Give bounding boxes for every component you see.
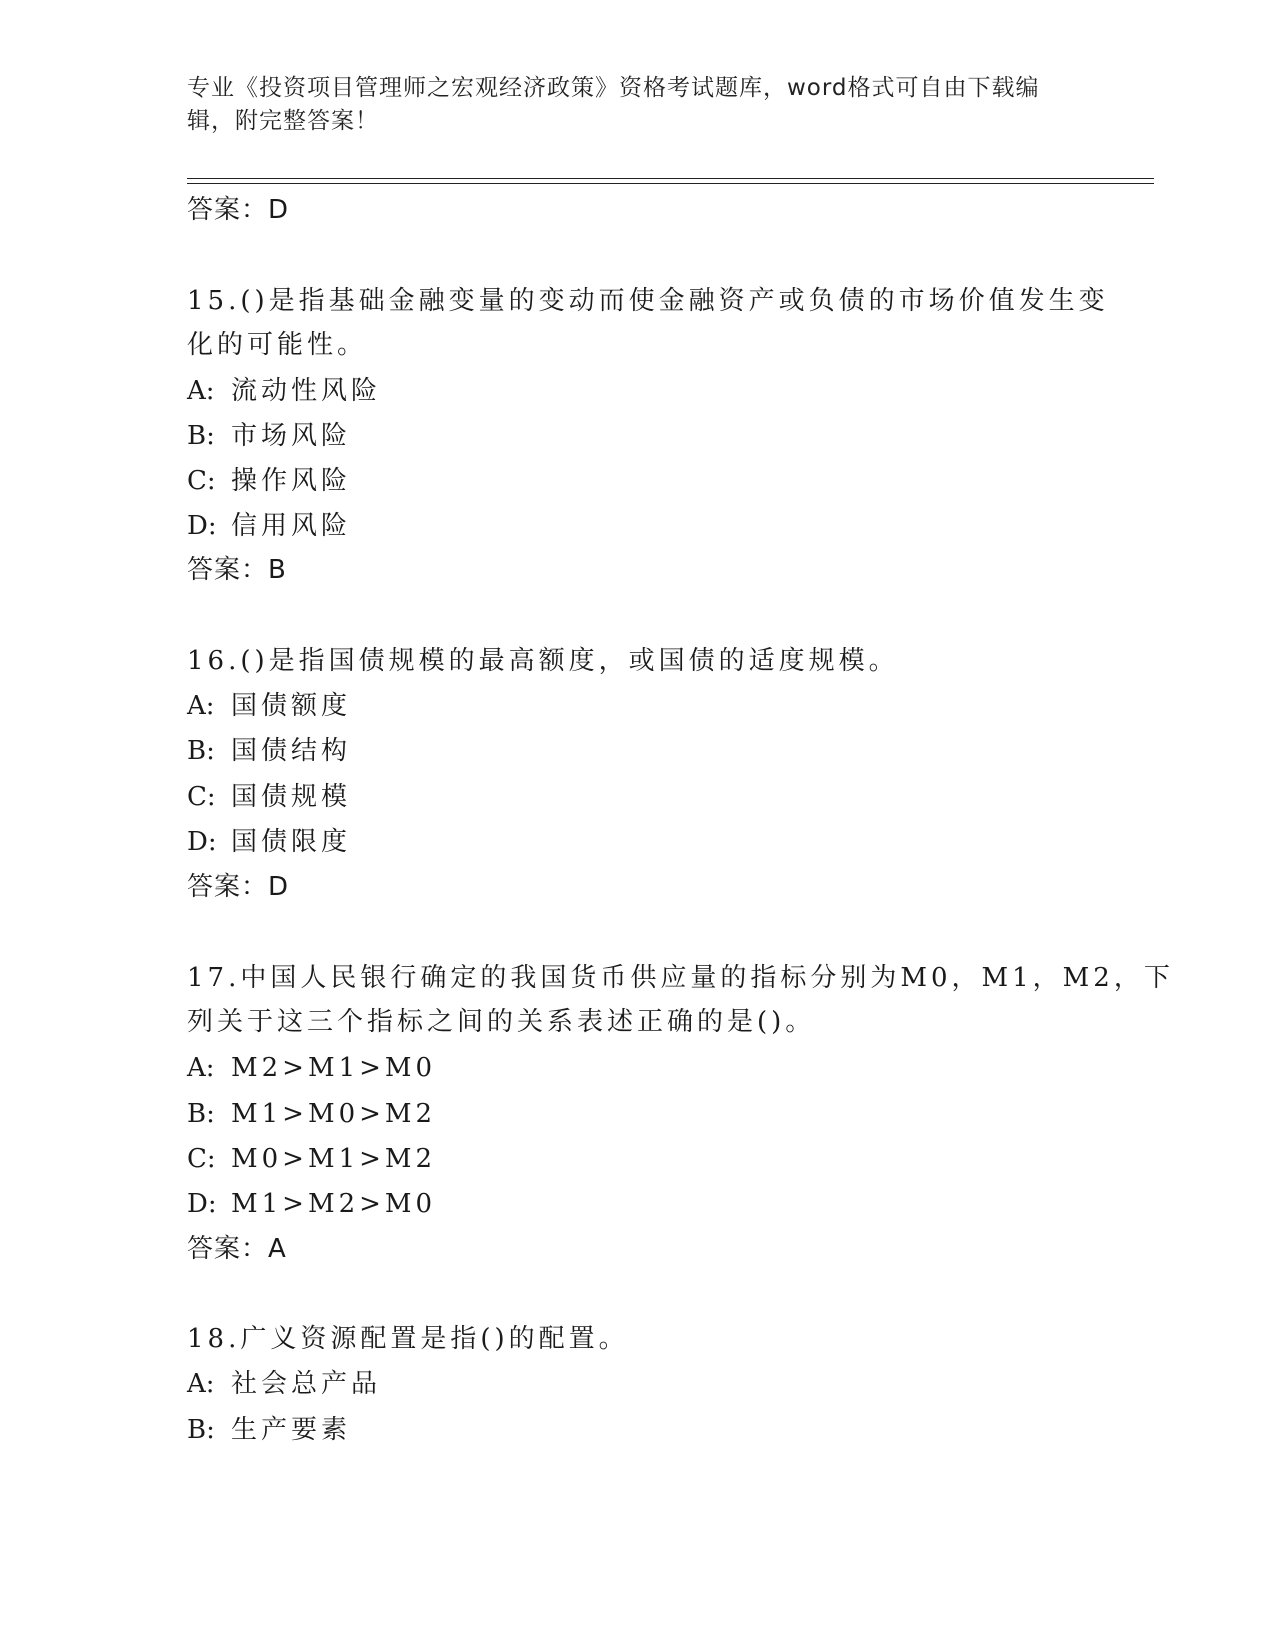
question-15-option-d: [187, 509, 351, 543]
option-letter: A:: [187, 691, 215, 721]
option-text: 市场风险: [231, 421, 352, 451]
option-letter: B:: [187, 421, 215, 451]
option-letter: C:: [187, 466, 216, 496]
option-letter: C:: [187, 1144, 216, 1174]
option-text: M1>M2>M0: [231, 1189, 437, 1219]
option-text: 国债额度: [231, 691, 352, 721]
question-15-option-b: [187, 419, 351, 453]
option-text: 流动性风险: [231, 376, 382, 406]
option-letter: C:: [187, 782, 216, 812]
question-17-option-a: [187, 1051, 436, 1085]
option-letter: A:: [187, 1053, 215, 1083]
document-header: 专业《投资项目管理师之宏观经济政策》资格考试题库，word格式可自由下载编辑，附完整答案！: [187, 75, 1040, 134]
option-letter: D:: [187, 1189, 217, 1219]
question-18-option-b: [187, 1413, 351, 1447]
question-17-option-d: [187, 1187, 436, 1221]
answer-q17: 答案：A: [187, 1234, 287, 1264]
question-17-option-c: [187, 1142, 436, 1176]
option-letter: D:: [187, 827, 217, 857]
question-16-line-1: 16.()是指国债规模的最高额度，或国债的适度规模。: [187, 646, 899, 676]
option-letter: B:: [187, 736, 215, 766]
option-text: 生产要素: [231, 1415, 352, 1445]
answer-q16: 答案：D: [187, 872, 290, 902]
option-text: 社会总产品: [231, 1369, 382, 1399]
option-text: M1>M0>M2: [231, 1099, 437, 1129]
option-text: 操作风险: [231, 466, 352, 496]
option-letter: D:: [187, 511, 217, 541]
option-letter: B:: [187, 1099, 215, 1129]
question-17-option-b: [187, 1097, 436, 1131]
option-text: 信用风险: [231, 511, 352, 541]
question-16-option-c: [187, 780, 351, 814]
question-15-option-c: [187, 464, 351, 498]
option-letter: B:: [187, 1415, 215, 1445]
question-16-option-d: [187, 825, 351, 859]
answer-q14: 答案：D: [187, 195, 290, 225]
question-18-option-a: [187, 1367, 381, 1401]
answer-q15: 答案：B: [187, 555, 287, 585]
question-17-line-2: 列关于这三个指标之间的关系表述正确的是()。: [187, 1007, 816, 1037]
question-15-option-a: [187, 374, 381, 408]
option-letter: A:: [187, 376, 215, 406]
option-text: 国债限度: [231, 827, 352, 857]
question-16-option-b: [187, 734, 351, 768]
option-text: 国债结构: [231, 736, 352, 766]
question-15-line-2: 化的可能性。: [187, 330, 368, 360]
question-16-option-a: [187, 689, 351, 723]
option-text: 国债规模: [231, 782, 352, 812]
option-text: M2>M1>M0: [231, 1053, 437, 1083]
option-text: M0>M1>M2: [231, 1144, 437, 1174]
question-17-line-1: 17.中国人民银行确定的我国货币供应量的指标分别为M0，M1，M2，下: [187, 963, 1174, 993]
question-15-line-1: 15.()是指基础金融变量的变动而使金融资产或负债的市场价值发生变: [187, 286, 1109, 316]
header-rule-top: [187, 178, 1154, 179]
question-18-line-1: 18.广义资源配置是指()的配置。: [187, 1324, 629, 1354]
option-letter: A:: [187, 1369, 215, 1399]
header-rule-bottom: [187, 183, 1154, 184]
